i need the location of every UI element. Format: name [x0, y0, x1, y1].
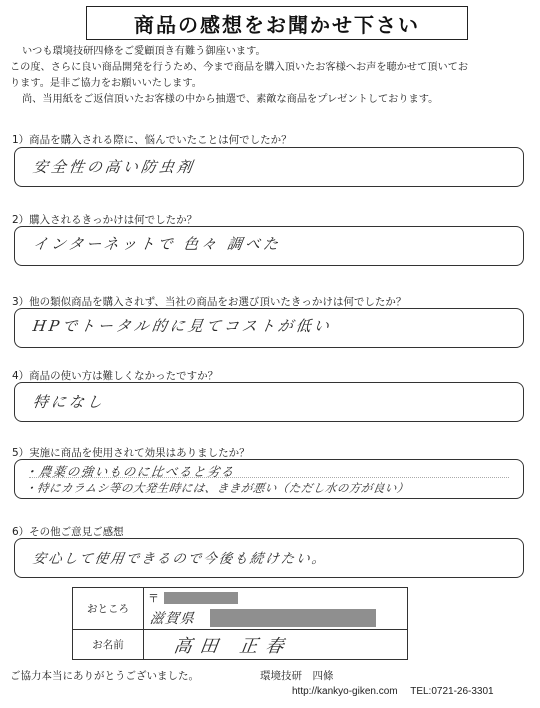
survey-sheet — [6, 4, 534, 704]
company-name: 環境技研 四條 — [260, 670, 334, 682]
address-row — [73, 588, 408, 630]
intro-line: 尚、当用紙をご返信頂いたお客様の中から抽選で、素敵な商品をプレゼントしております。 — [22, 94, 439, 105]
answer-box-6 — [14, 538, 524, 578]
question-4-label: 4）商品の使い方は難しくなかったですか？ — [12, 370, 219, 382]
answer-4-text: 特になし — [31, 393, 107, 411]
answer-1-text: 安全性の高い防虫剤 — [31, 158, 197, 176]
thanks-message: ご協力本当にありがとうございました。 — [10, 670, 199, 682]
phone-number: TEL:0721-26-3301 — [410, 686, 494, 697]
redacted-postal-code — [164, 592, 238, 604]
question-1-label: 1）商品を購入される際に、悩んでいたことは何でしたか？ — [12, 134, 292, 146]
answer-6-text: 安心して使用できるので今後も続けたい。 — [31, 551, 329, 567]
question-3-label: 3）他の類似商品を購入されず、当社の商品をお選び頂いたきっかけは何でしたか？ — [12, 296, 407, 308]
name-label: お名前 — [73, 630, 144, 660]
redacted-address — [210, 609, 376, 627]
answer-2-text: インターネットで 色々 調べた — [31, 235, 283, 253]
answer-box-4 — [14, 382, 524, 422]
answer-box-1 — [14, 147, 524, 187]
respondent-info-table — [72, 587, 408, 660]
question-5-label: 5）実施に商品を使用されて効果はありましたか？ — [12, 447, 250, 459]
intro-line: いつも環境技研四條をご愛顧頂き有難う御座います。 — [22, 46, 266, 57]
postal-mark: 〒 — [148, 592, 159, 605]
intro-line: この度、さらに良い商品開発を行うため、今まで商品を購入頂いたお客様へお声を聴かせて頂いてお — [10, 62, 469, 73]
answer-box-2 — [14, 226, 524, 266]
intro-text — [10, 44, 532, 108]
contact-line — [292, 686, 504, 697]
answer-5-line-1: ・農薬の強いものに比べると劣る — [23, 464, 236, 479]
name-cell — [144, 630, 408, 660]
intro-line: ります。是非ご協力をお願いいたします。 — [10, 78, 202, 89]
name-value: 高田 正春 — [172, 636, 293, 657]
website-link[interactable]: http://kankyo-giken.com — [292, 686, 398, 697]
address-label: おところ — [73, 588, 144, 630]
page-title: 商品の感想をお聞かせ下さい — [86, 6, 468, 40]
answer-3-text: HPでトータル的に見てコストが低い — [31, 317, 334, 335]
address-cell — [144, 588, 408, 630]
name-row — [73, 630, 408, 660]
question-2-label: 2）購入されるきっかけは何でしたか？ — [12, 214, 198, 226]
address-prefecture: 滋賀県 — [148, 611, 196, 627]
answer-box-3 — [14, 308, 524, 348]
answer-box-5 — [14, 459, 524, 499]
question-6-label: 6）その他ご意見ご感想 — [12, 526, 124, 538]
answer-5-line-2: ・特にカラムシ等の大発生時には、ききが悪い（ただし水の方が良い） — [24, 481, 410, 495]
